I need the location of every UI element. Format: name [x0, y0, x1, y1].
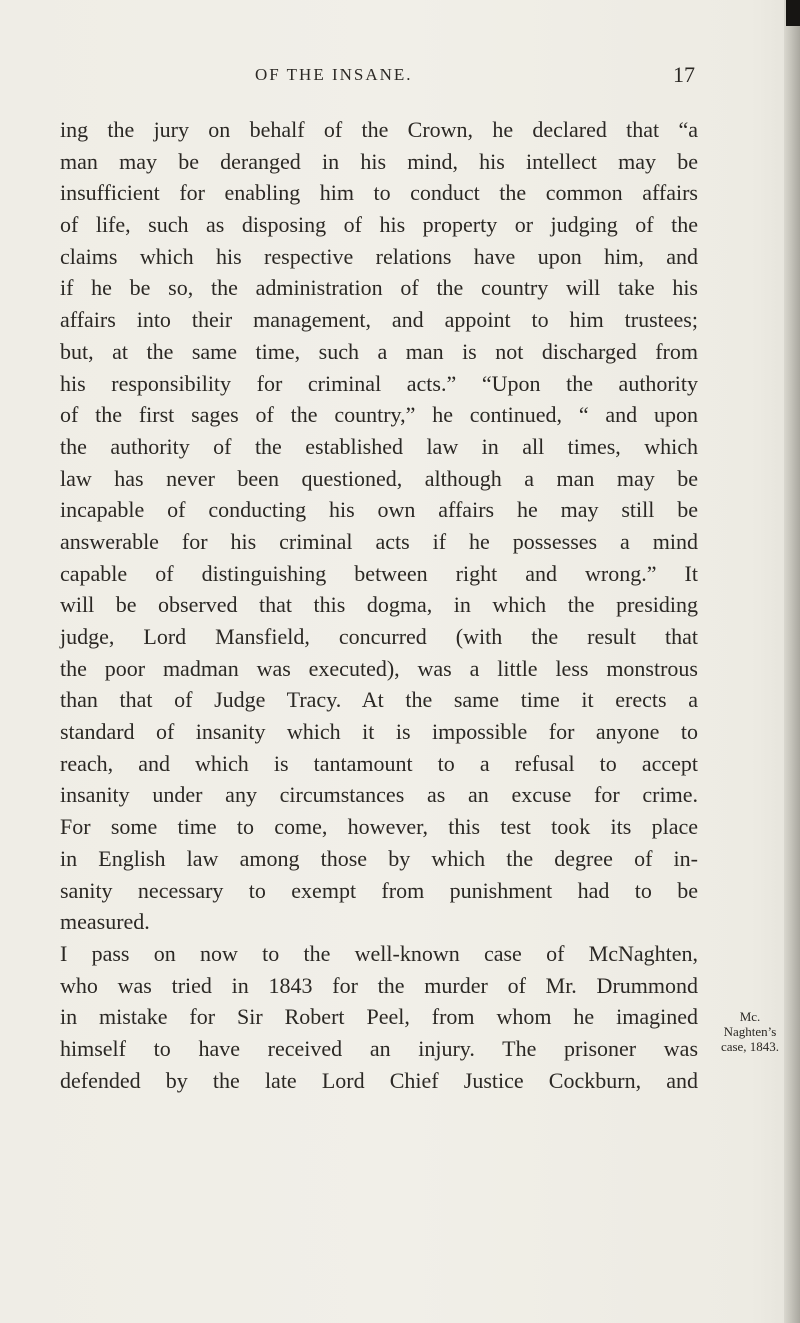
text-line: incapable of conducting his own affairs he may still be: [60, 497, 698, 523]
text-line: law has never been questioned, although a man may be: [60, 465, 698, 491]
text-line: but, at the same time, such a man is not discharged from: [60, 338, 698, 364]
margin-note-line: case, 1843.: [720, 1039, 780, 1054]
scan-corner: [786, 0, 800, 26]
text-line: measured.: [60, 909, 150, 935]
page-edge-shadow: [784, 0, 800, 1323]
text-line: man may be deranged in his mind, his intellect may be: [60, 148, 698, 174]
text-line: the poor madman was executed), was a little less monstrous: [60, 655, 698, 681]
text-line: who was tried in 1843 for the murder of Mr. Drummond: [60, 972, 698, 998]
margin-note-line: Naghten’s: [723, 1024, 777, 1039]
text-line: claims which his respective relations have upon him, and: [60, 243, 698, 269]
text-line: himself to have received an injury. The prisoner was: [60, 1035, 698, 1061]
text-line: judge, Lord Mansfield, concurred (with the result that: [60, 624, 698, 649]
text-line: standard of insanity which it is impossible for anyone to: [60, 719, 698, 745]
text-line: will be observed that this dogma, in which the presiding: [60, 592, 698, 618]
text-line: insufficient for enabling him to conduct the common affairs: [60, 180, 698, 206]
page-number: 17: [673, 62, 695, 87]
text-line: his responsibility for criminal acts.” “Upon the authority: [60, 370, 698, 396]
text-line: affairs into their management, and appoint to him trustees;: [60, 307, 698, 333]
text-line: than that of Judge Tracy. At the same time it erects a: [60, 687, 698, 713]
text-line: ing the jury on behalf of the Crown, he declared that “a: [60, 117, 698, 142]
margin-note: [712, 1009, 788, 1054]
text-line: capable of distinguishing between right and wrong.” It: [60, 560, 698, 586]
text-line: insanity under any circumstances as an excuse for crime.: [60, 782, 698, 808]
text-line: For some time to come, however, this test took its place: [60, 814, 698, 840]
running-title: OF THE INSANE.: [255, 65, 413, 84]
text-line: sanity necessary to exempt from punishment had to be: [60, 877, 698, 903]
text-line: of life, such as disposing of his property or judging of the: [60, 212, 698, 238]
margin-note-line: Mc.: [739, 1009, 761, 1024]
text-line: in mistake for Sir Robert Peel, from whom he imagined: [60, 1004, 698, 1030]
text-line: if he be so, the administration of the country will take his: [60, 275, 698, 301]
text-line: reach, and which is tantamount to a refusal to accept: [60, 750, 698, 776]
text-line: I pass on now to the well-known case of McNaghten,: [60, 940, 698, 966]
body-text: [60, 114, 698, 1096]
text-line: of the first sages of the country,” he continued, “ and upon: [60, 402, 698, 428]
text-line: the authority of the established law in all times, which: [60, 433, 698, 459]
text-line: answerable for his criminal acts if he possesses a mind: [60, 528, 698, 554]
text-line: defended by the late Lord Chief Justice Cockburn, and: [60, 1067, 698, 1093]
page-header: [255, 60, 695, 90]
text-line: in English law among those by which the degree of in-: [60, 845, 698, 871]
